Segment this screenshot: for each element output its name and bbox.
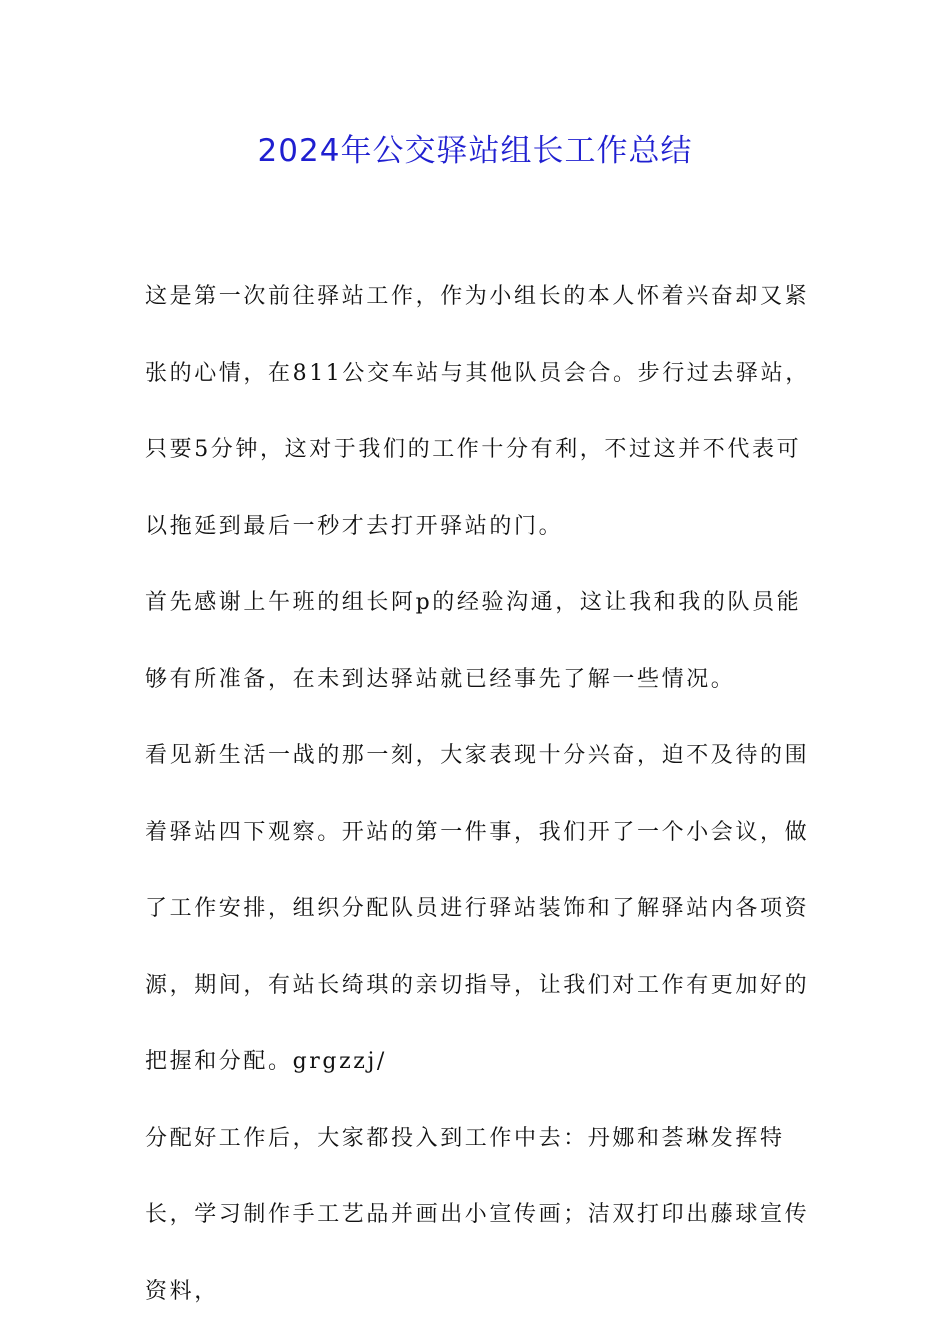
document-body bbox=[145, 259, 815, 1330]
paragraph-4: 分配好工作后，大家都投入到工作中去：丹娜和荟琳发挥特长，学习制作手工艺品并画出小宣传画；洁双打印出藤球宣传资料， bbox=[145, 1125, 810, 1304]
paragraph-3: 看见新生活一战的那一刻，大家表现十分兴奋，迫不及待的围着驿站四下观察。开站的第一件事，我们开了一个小会议，做了工作安排，组织分配队员进行驿站装饰和了解驿站内各项资源，期间，有站长绮琪的亲切指导，让我们对工作有更加好的把握和分配。grgzzj/ bbox=[145, 743, 810, 1074]
paragraph-1: 这是第一次前往驿站工作，作为小组长的本人怀着兴奋却又紧张的心情，在811公交车站与其他队员会合。步行过去驿站，只要5分钟，这对于我们的工作十分有利，不过这并不代表可以拖延到最后一秒才去打开驿站的门。 bbox=[145, 284, 810, 539]
paragraph-2: 首先感谢上午班的组长阿p的经验沟通，这让我和我的队员能够有所准备，在未到达驿站就已经事先了解一些情况。 bbox=[145, 590, 802, 692]
document-title: 2024年公交驿站组长工作总结 bbox=[257, 133, 693, 169]
